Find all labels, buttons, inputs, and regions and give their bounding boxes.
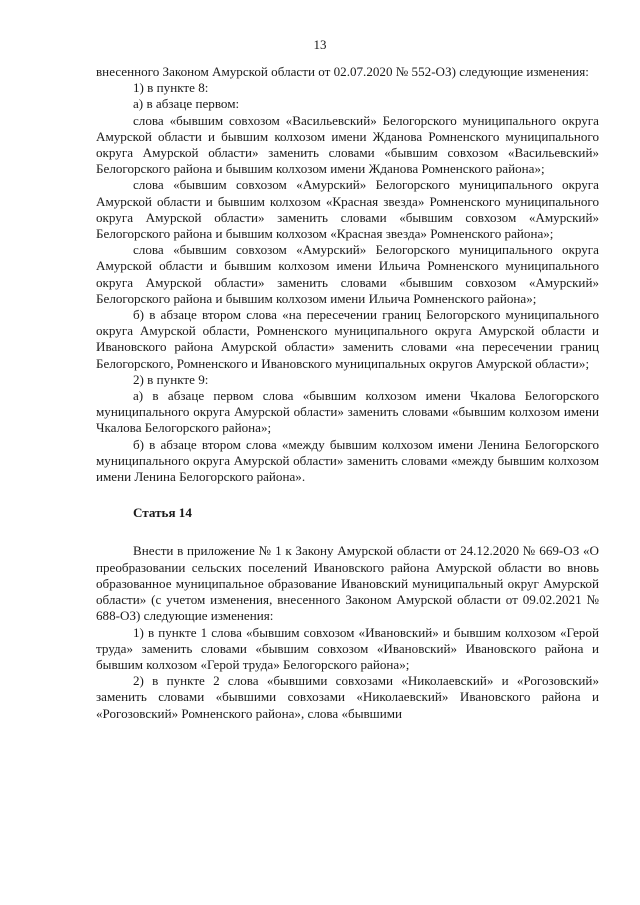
paragraph: 1) в пункте 1 слова «бывшим совхозом «Ивановский» и бывшим колхозом «Герой труда» заменить словами «бывшим совхозом «Ивановский» Ивановского района и бывшим колхозом «Герой труда» Белогорского района»; [96,624,599,672]
paragraph: а) в абзаце первом: [133,96,240,112]
page-number: 13 [313,37,327,52]
paragraph: слова «бывшим совхозом «Васильевский» Белогорского муниципального округа Амурской области и бывшим колхозом имени Жданова Ромненского муниципального округа Амурской области» заменить словами «бывшим совхозом «Васильевский» Белогорского района и бывшим колхозом имени Жданова Ромненского района»; [96,112,599,177]
spacer [96,521,599,543]
paragraph: б) в абзаце втором слова «на пересечении границ Белогорского муниципального округа Амурской области, Ромненского муниципального округа Амурской области и Ивановского района Амурской области» заменить словами «на пересечении границ Белогорского, Ромненского и Ивановского муниципальных округов Амурской области»; [96,307,599,371]
paragraph: б) в абзаце втором слова «между бывшим колхозом имени Ленина Белогорского муниципального округа Амурской области» заменить словами «между бывшим колхозом имени Ленина Белогорского района». [96,436,599,485]
paragraph: а) в абзаце первом слова «бывшим колхозом имени Чкалова Белогорского муниципального округа Амурской области» заменить словами «бывшим колхозом имени Чкалова Белогорского района»; [96,388,599,436]
amendment-list-article-13 [96,64,599,485]
paragraph: 2) в пункте 9: [133,371,209,387]
amendment-list-article-14 [96,543,599,721]
paragraph: слова «бывшим совхозом «Амурский» Белогорского муниципального округа Амурской области и бывшим колхозом имени Ильича Ромненского муниципального округа Амурской области» заменить словами «бывшим совхозом «Амурский» Белогорского района и бывшим колхозом имени Ильича Ромненского района»; [96,242,599,306]
spacer [96,485,599,505]
paragraph: 2) в пункте 2 слова «бывшими совхозами «Николаевский» и «Рогозовский» заменить словами «бывшими совхозами «Николаевский» Ивановского района и «Рогозовский» Ромненского района», слова «бывшими [96,673,599,721]
article-heading: Статья 14 [133,505,192,521]
paragraph: Внести в приложение № 1 к Закону Амурской области от 24.12.2020 № 669-ОЗ «О преобразовании сельских поселений Ивановского района Амурской области во вновь образованное муниципальное образование Ивановский муниципальный округ Амурской области» (с учетом изменения, внесенного Законом Амурской области от 09.02.2021 № 688-ОЗ) следующие изменения: [96,543,599,624]
document-body [96,64,599,722]
paragraph: слова «бывшим совхозом «Амурский» Белогорского муниципального округа Амурской области и бывшим колхозом «Красная звезда» Ромненского муниципального округа Амурской области» заменить словами «бывшим совхозом «Амурский» Белогорского района и бывшим колхозом «Красная звезда» Ромненского района»; [96,177,599,242]
paragraph: внесенного Законом Амурской области от 02.07.2020 № 552-ОЗ) следующие изменения: [96,64,589,79]
paragraph: 1) в пункте 8: [133,80,209,96]
